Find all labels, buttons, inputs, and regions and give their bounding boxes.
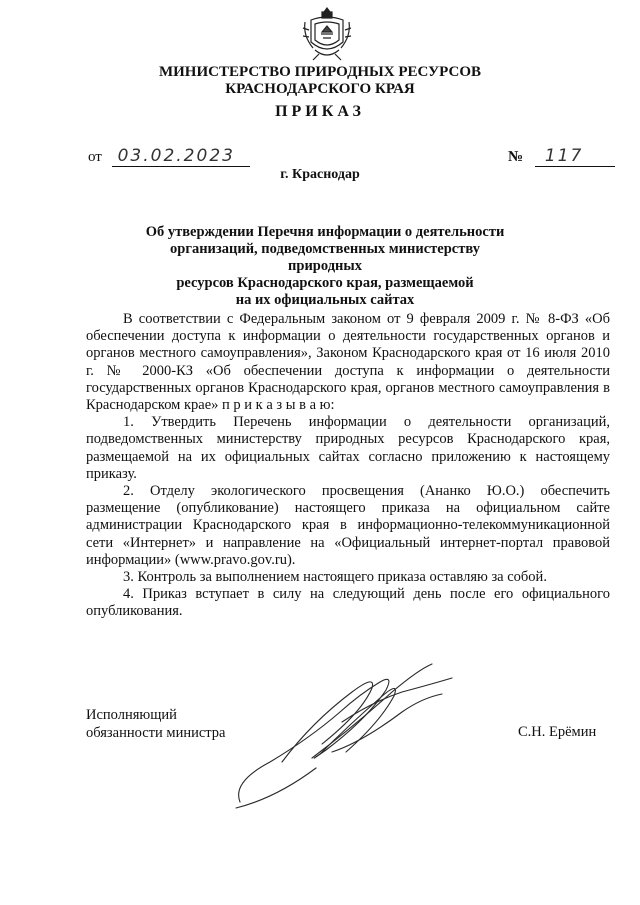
document-title <box>140 224 510 309</box>
city: г. Краснодар <box>280 167 360 182</box>
document-body <box>86 311 610 621</box>
number-prefix: № <box>508 149 524 165</box>
coat-of-arms-icon <box>301 6 353 62</box>
date-prefix: от <box>88 149 102 165</box>
title-line-2: организаций, подведомственных министерству природных <box>170 241 480 274</box>
paragraph-item-1: 1. Утвердить Перечень информации о деятельности организаций, подведомственных министерству природных ресурсов Краснодарского края, размещаемой на их официальных сайтах согласно приложению к настоящему приказу. <box>86 414 610 482</box>
date-field <box>112 146 250 167</box>
signatory-role-line-1: Исполняющий <box>86 707 177 723</box>
ministry-name <box>0 64 640 98</box>
paragraph-item-3: 3. Контроль за выполнением настоящего приказа оставляю за собой. <box>123 569 547 586</box>
number-field <box>535 146 615 167</box>
signatory-name: С.Н. Ерёмин <box>518 724 597 740</box>
ministry-line-1: МИНИСТЕРСТВО ПРИРОДНЫХ РЕСУРСОВ <box>158 64 482 80</box>
handwritten-signature-icon <box>222 662 462 812</box>
paragraph-item-2: 2. Отделу экологического просвещения (Ананко Ю.О.) обеспечить размещение (опубликование) настоящего приказа на официальном сайте администрации Краснодарского края в информационно-телекоммуникационной сети «Интернет» и направление на «Официальный интернет-портал правовой информации» (www.pravo.gov.ru). <box>86 483 610 568</box>
paragraph-preamble: В соответствии с Федеральным законом от 9 февраля 2009 г. № 8-ФЗ «Об обеспечении доступа к информации о деятельности государственных органов и органов местного самоуправления», Законом Краснодарского края от 16 июля 2010 г. № 2000-КЗ «Об обеспечении доступа к информации о деятельности государственных органов Краснодарского края, органов местного самоуправления в Краснодарском крае» п р и к а з ы в а ю: <box>86 311 610 414</box>
title-line-3: ресурсов Краснодарского края, размещаемой <box>176 275 474 291</box>
number-value: 117 <box>544 146 584 166</box>
paragraph-item-4: 4. Приказ вступает в силу на следующий день после его официального опубликования. <box>86 586 610 620</box>
title-line-1: Об утверждении Перечня информации о деятельности <box>145 224 505 240</box>
number-row <box>508 146 615 167</box>
title-line-4: на их официальных сайтах <box>235 292 415 308</box>
signatory-role <box>86 707 225 742</box>
document-type: ПРИКАЗ <box>275 103 365 120</box>
date-value: 03.02.2023 <box>117 146 235 166</box>
signatory-role-line-2: обязанности министра <box>86 724 226 741</box>
date-row <box>88 146 250 167</box>
ministry-line-2: КРАСНОДАРСКОГО КРАЯ <box>225 81 415 97</box>
